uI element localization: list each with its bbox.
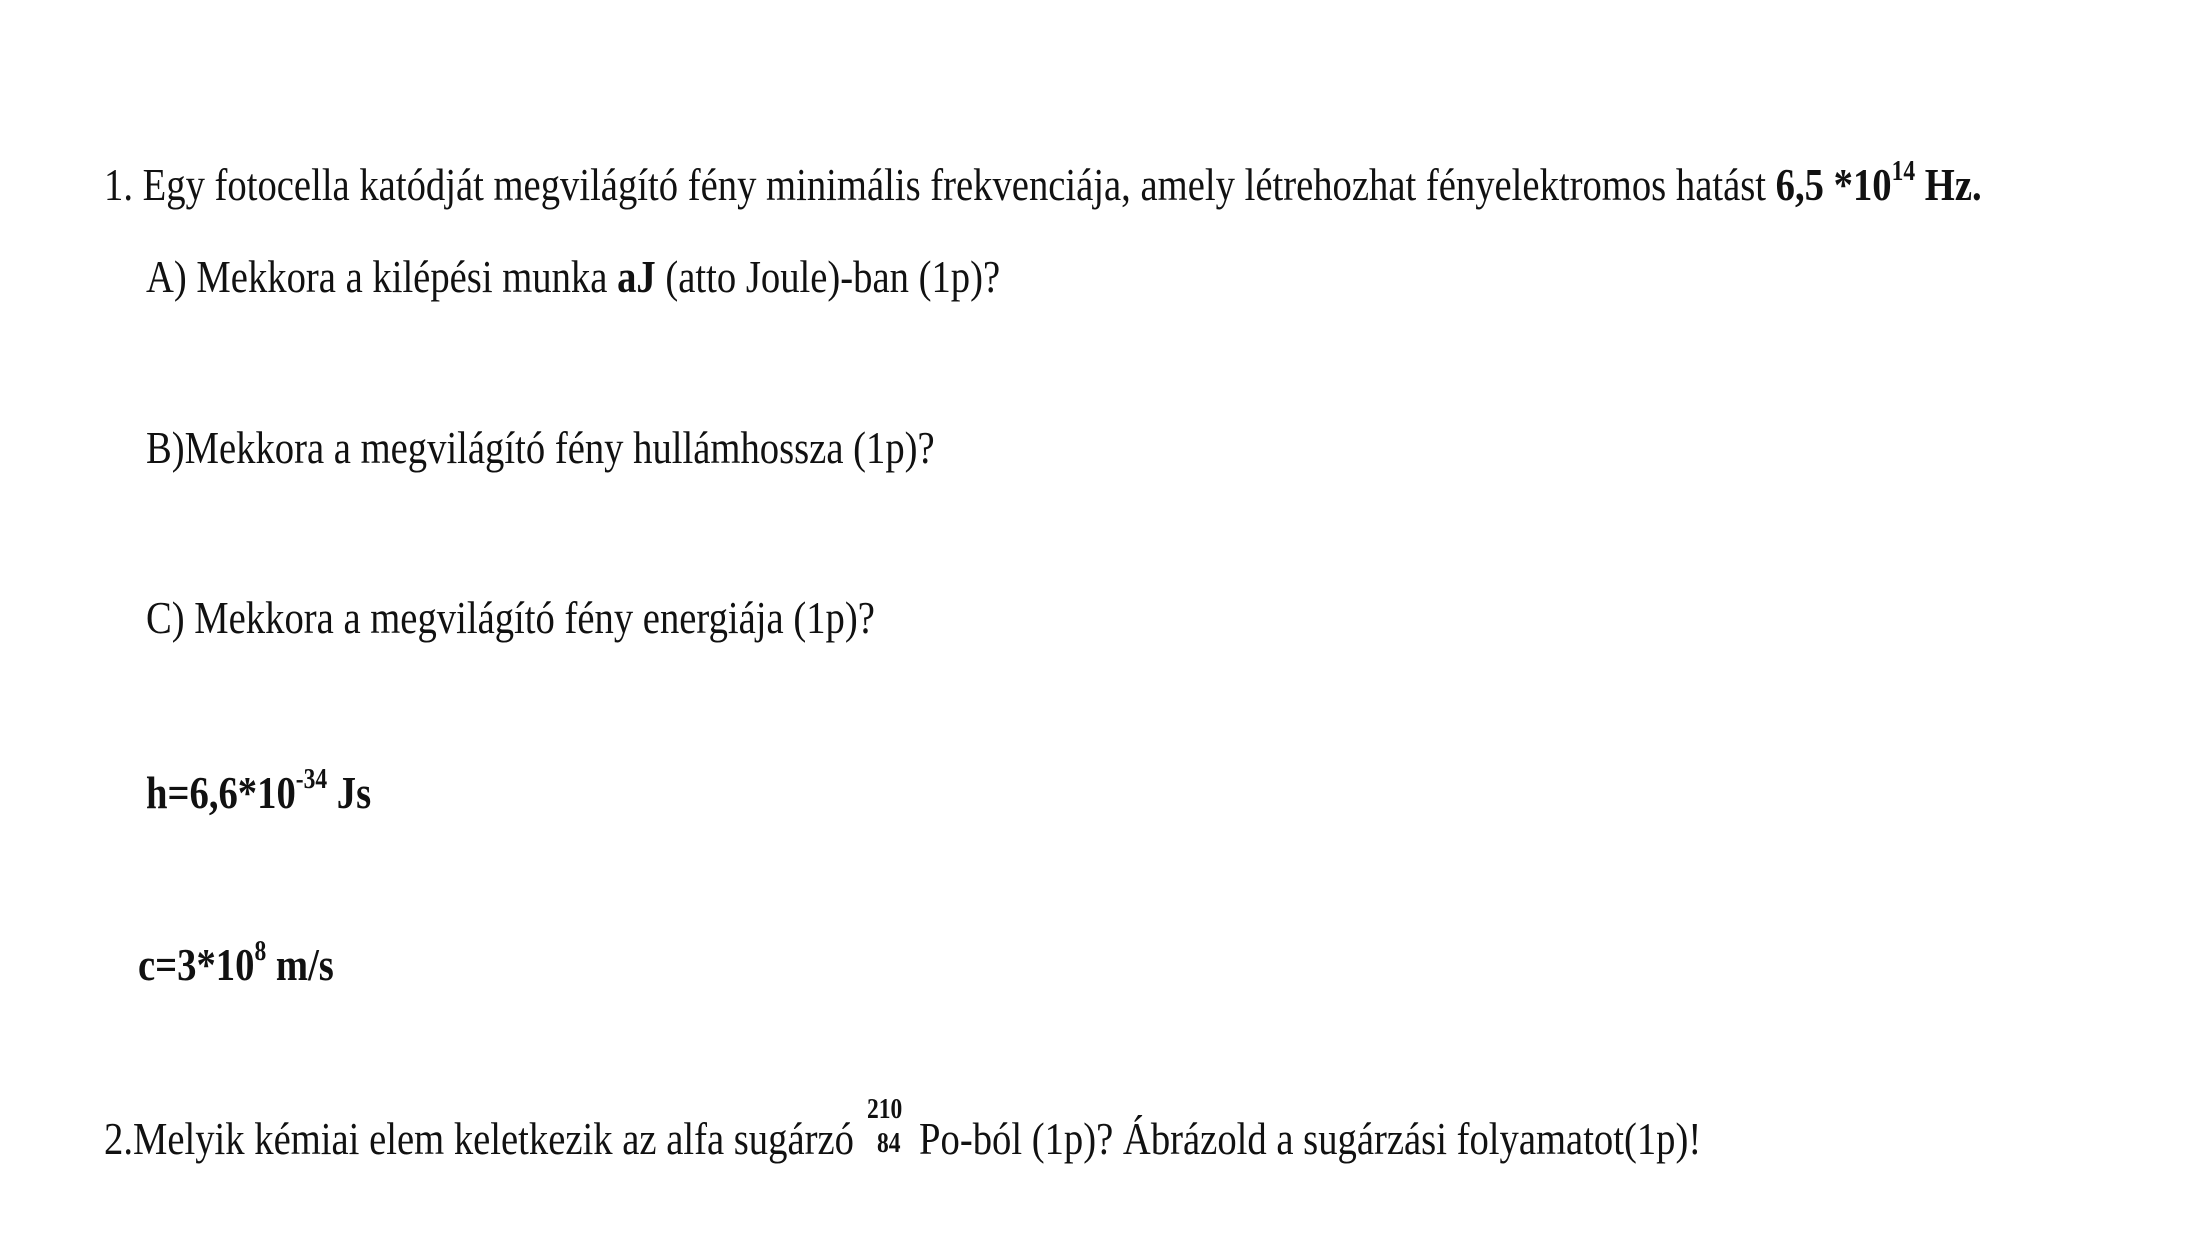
question-1b: [146, 422, 935, 473]
question-1-statement: [104, 158, 1982, 208]
question-1a-unit: aJ: [617, 251, 656, 302]
question-1a-suffix: (atto Joule)-ban (1p)?: [665, 251, 1001, 302]
isotope-atomic-number: 84: [877, 1128, 901, 1159]
light-base: c=3*10: [138, 939, 255, 990]
frequency-mantissa: 6,5 *10: [1775, 159, 1892, 210]
light-unit: m/s: [275, 939, 334, 990]
question-1c: [146, 592, 875, 643]
light-exponent: 8: [254, 936, 267, 967]
question-1b-text: B)Mekkora a megvilágító fény hullámhossza (1p)?: [146, 422, 935, 473]
question-1-text: Egy fotocella katódját megvilágító fény minimális frekvenciája, amely létrehozhat fényelektromos hatást: [142, 159, 1767, 210]
planck-constant: [146, 766, 371, 816]
question-1c-text: C) Mekkora a megvilágító fény energiája (1p)?: [146, 592, 875, 643]
speed-of-light: [138, 938, 334, 988]
question-1a: [146, 251, 1001, 302]
isotope-mass-number: 210: [866, 1094, 903, 1125]
question-2: [104, 1094, 1702, 1164]
planck-base: h=6,6*10: [146, 767, 296, 818]
planck-exponent: -34: [295, 764, 328, 795]
planck-unit: Js: [336, 767, 372, 818]
question-2-suffix: Po-ból (1p)? Ábrázold a sugárzási folyamatot(1p)!: [919, 1113, 1702, 1164]
polonium-isotope-notation: [864, 1094, 919, 1159]
frequency-unit: Hz.: [1924, 159, 1982, 210]
question-2-prefix: 2.Melyik kémiai elem keletkezik az alfa sugárzó: [104, 1113, 854, 1164]
frequency-value: [1775, 156, 1982, 210]
frequency-exponent: 14: [1891, 156, 1916, 187]
question-1a-prefix: A) Mekkora a kilépési munka: [146, 251, 608, 302]
question-1-number: 1.: [104, 159, 133, 210]
